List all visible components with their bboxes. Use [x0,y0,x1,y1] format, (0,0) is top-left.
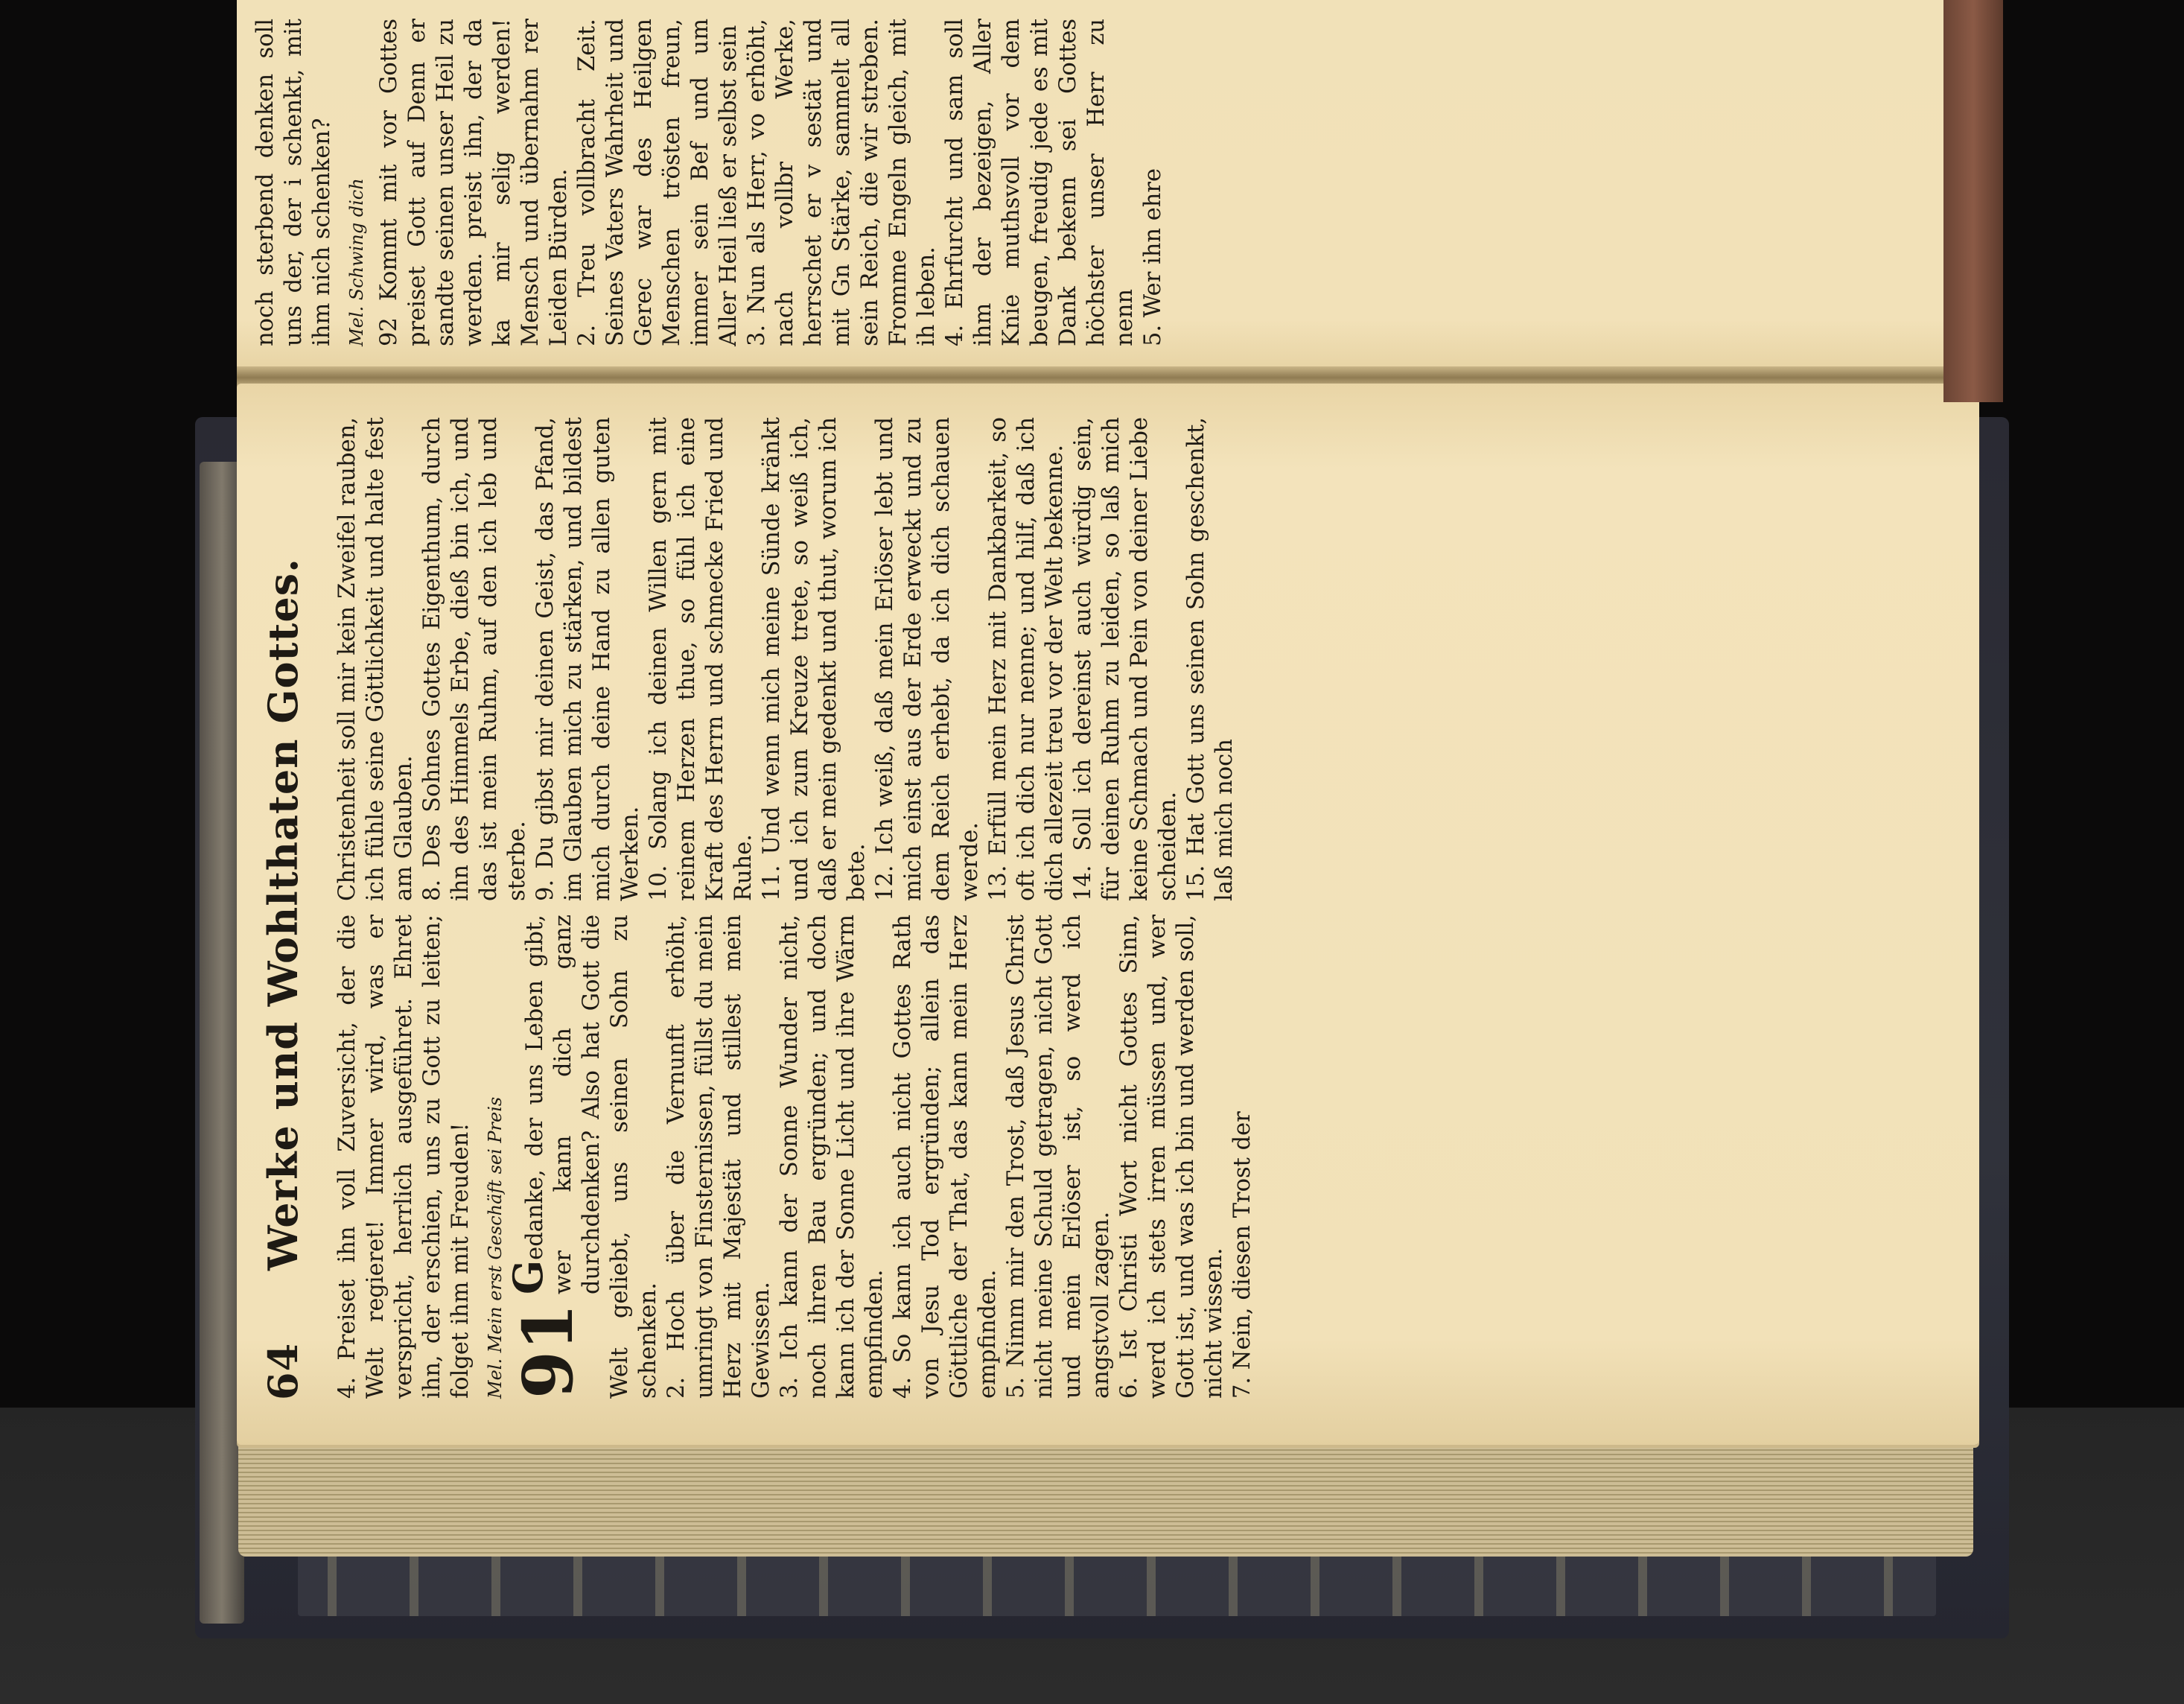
verse-text: 5. Wer ihn ehre [1140,168,1166,346]
worn-cover-edge [298,1549,1936,1616]
verse-text: 7. Nein, diesen Trost der [1229,1111,1255,1399]
verse-text: 14. Soll ich dereinst auch würdig sein, für deinen Ruhm zu leiden, so laß mich keine Schmach und Pein von deiner Liebe scheiden. [1070,417,1181,901]
hymn-opening [504,915,663,1399]
page-number: 64 [259,1342,307,1400]
verse-text: 92 Kommt mit vor Gottes preiset Gott auf Denn er sandte seinen unser Heil zu werden. preist ihn, der da ka mir selig werden! Mensch und übernahm rer Leiden Bürden. [376,19,572,346]
hymn-number: 91 [508,1303,588,1399]
verse-text: 11. Und wenn mich meine Sünde kränkt und ich zum Kreuze trete, so weiß ich, daß er mein gedenkt und thut, worum ich bete. [759,417,870,901]
verse-text: 4. Preiset ihn voll Zuversicht, der die Welt regieret! Immer wird, was er verspricht, herrlich ausgeführet. Ehret ihn, der erschien, uns zu Gott zu leiten; folget ihm mit Freuden! [334,915,474,1399]
verse-text: 5. Nimm mir den Trost, daß Jesus Christ nicht meine Schuld getragen, nicht Gott und mein Erlöser ist, so werd ich angstvoll zagen. [1003,915,1114,1399]
verse-text: 15. Hat Gott uns seinen Sohn geschenkt, laß mich noch [1183,417,1238,901]
verse-text: 8. Des Sohnes Gottes Eigenthum, durch ihn des Himmels Erbe, dieß bin ich, und das ist mein Ruhm, auf den ich leb und sterbe. [419,417,530,901]
verse-text: 3. Ich kann der Sonne Wunder nicht, noch ihren Bau ergründen; und doch kann ich der Sonne Licht und ihre Wärm empfinden. [777,915,888,1399]
verse-text: 10. Solang ich deinen Willen gern mit reinem Herzen thue, so fühl ich eine Kraft des Herrn und schmecke Fried und Ruhe. [646,417,757,901]
verse-text: 3. Nun als Herr, vo erhöht, nach vollbr Werke, herrschet er v sestät und mit Gn Stärke, sammelt all sein Reich, die wir streben. Fromme Engeln gleich, mit ih leben. [744,19,940,346]
right-column [334,417,1239,901]
verse-text: noch sterbend denken soll uns der, der i schenkt, mit ihm nich schenken? [252,19,335,346]
verse-text: 12. Ich weiß, daß mein Erlöser lebt und mich einst aus der Erde erweckt und zu dem Reich erhebt, da ich dich schauen werde. [872,417,983,901]
page-title: Werke und Wohlthaten Gottes. [259,558,307,1271]
verse-text: 4. So kann ich auch nicht Gottes Rath von Jesu Tod ergründen; allein das Göttliche der That, das kann mein Herz empfinden. [890,915,1001,1399]
verse-text: 2. Treu vollbracht Zeit. Seines Vaters Wahrheit und Gerec war des Heilgen Menschen trösten freun, immer sein Bef und um Aller Heil ließ er selbst sein [574,19,742,346]
facing-page-column [252,19,1168,346]
melody-line: Mel. Mein erst Geschäft sei Preis [485,1096,506,1399]
left-column [334,915,1257,1399]
verse-text: 4. Ehrfurcht und sam soll ihm der bezeigen, Aller Knie muthsvoll vor dem beugen, freudig jede es mit Dank bekenn sei Gottes höchster unser Herr zu nenn [942,19,1138,346]
main-page-text [237,384,1979,1445]
verse-text: 13. Erfüll mein Herz mit Dankbarkeit, so oft ich dich nur nenne; und hilf, daß ich dich allezeit treu vor der Welt bekenne. [985,417,1068,901]
verse-text: Christenheit soll mir kein Zweifel rauben, ich fühle seine Göttlichkeit und halte fest am Glauben. [334,417,417,901]
verse-text: 6. Ist Christi Wort nicht Gottes Sinn, werd ich stets irren müssen und, wer Gott ist, und was ich bin und werden soll, nicht wissen. [1116,915,1227,1399]
drop-initial: G [504,1259,552,1294]
melody-line: Mel. Schwing dich [346,178,367,346]
page-header [259,384,311,1445]
verse-text: 9. Du gibst mir deinen Geist, das Pfand, im Glauben mich zu stärken, und bildest mich durch deine Hand zu allen guten Werken. [532,417,643,901]
facing-page-text [237,0,1979,376]
verse-text: 2. Hoch über die Vernunft erhöht, umringt von Finsternissen, füllst du mein Herz mit Majestät und stillest mein Gewissen. [663,915,774,1399]
hymn-first-verse: edanke, der uns Leben gibt, wer kann dich ganz durchdenken? Also hat Gott die Welt geliebt, uns seinen Sohn zu schenken. [522,915,661,1399]
page-edges [238,1437,1973,1557]
